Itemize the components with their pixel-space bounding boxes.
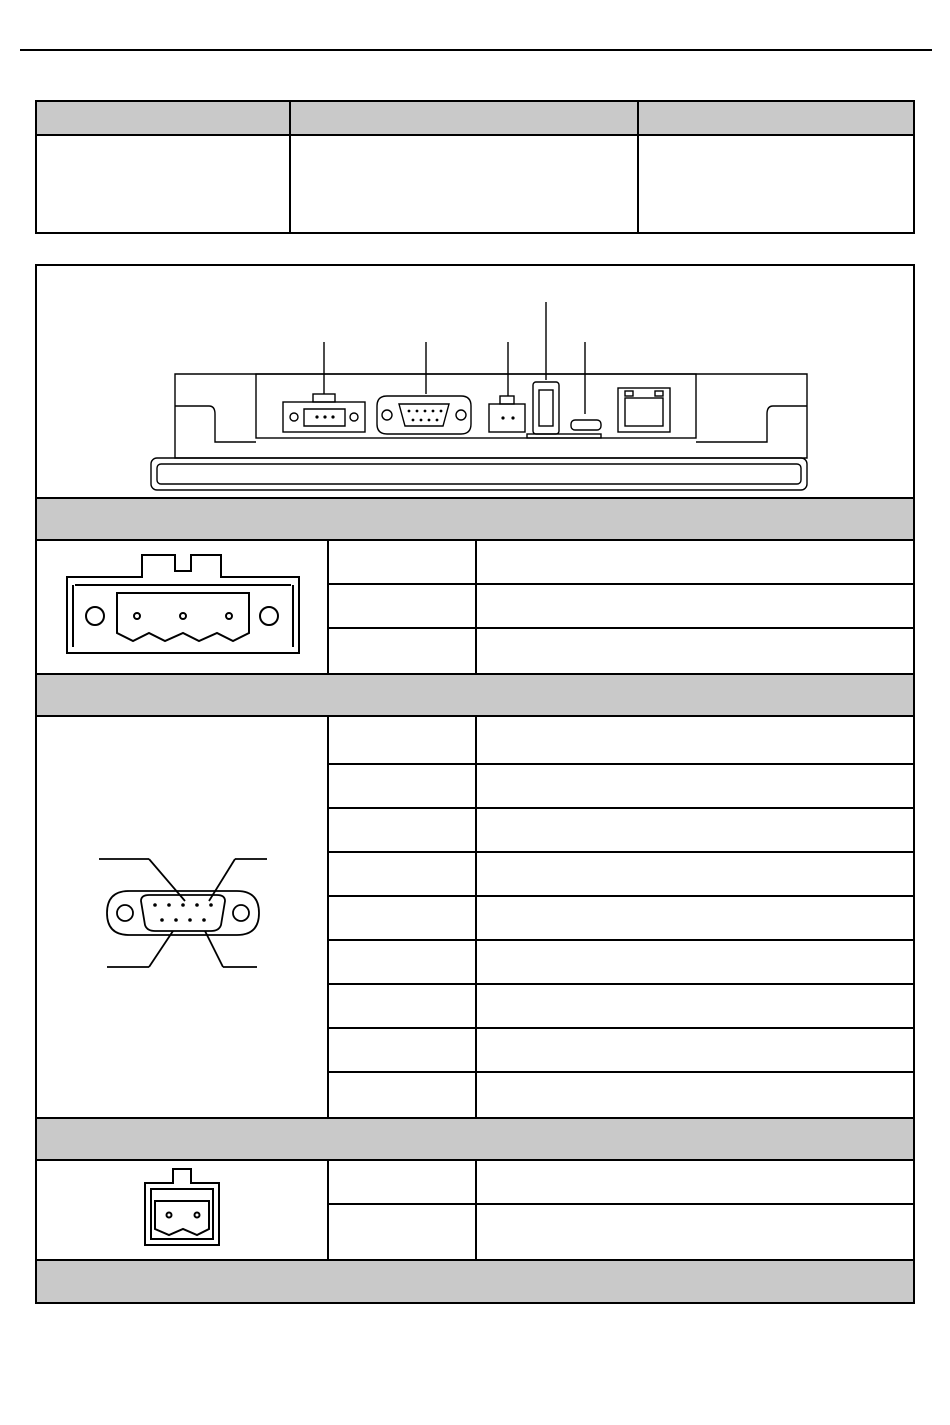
section-title-text	[37, 1119, 913, 1131]
table-row	[329, 941, 913, 985]
pin-description	[477, 941, 913, 983]
section-title-text	[37, 499, 913, 511]
pin-description	[477, 1029, 913, 1071]
device-bottom-view-drawing	[37, 266, 913, 498]
interface-table	[35, 264, 915, 1304]
spec-table	[35, 100, 915, 234]
table-row	[329, 1161, 913, 1205]
pin-description	[477, 1205, 913, 1259]
section-title-serial	[37, 673, 913, 717]
pin-label	[329, 853, 477, 895]
pin-label	[329, 1205, 477, 1259]
pin-description	[477, 897, 913, 939]
pin-description	[477, 717, 913, 763]
pin-description	[477, 1073, 913, 1117]
spec-cell	[290, 135, 638, 233]
table-row	[329, 853, 913, 897]
spec-header-cell	[638, 101, 914, 135]
pin-description	[477, 853, 913, 895]
pin-label	[329, 1161, 477, 1203]
pin-label	[329, 765, 477, 807]
pin-description	[477, 541, 913, 583]
pin-description	[477, 985, 913, 1027]
section-title-last	[37, 1259, 913, 1302]
pin-label	[329, 985, 477, 1027]
table-row	[329, 809, 913, 853]
section-title-text	[37, 675, 913, 687]
pin-label	[329, 941, 477, 983]
section-title-text	[37, 1261, 913, 1273]
device-figure	[37, 266, 913, 498]
table-row	[329, 717, 913, 765]
pin-description	[477, 585, 913, 627]
pin-label	[329, 541, 477, 583]
table-row	[329, 629, 913, 673]
spec-header-cell	[290, 101, 638, 135]
table-row	[329, 897, 913, 941]
pin-description	[477, 765, 913, 807]
pin-label	[329, 585, 477, 627]
spec-cell	[638, 135, 914, 233]
table-row	[329, 1205, 913, 1259]
pin-description	[477, 629, 913, 673]
spec-table-header-row	[36, 101, 914, 135]
spec-cell	[36, 135, 290, 233]
section-title-power	[37, 497, 913, 541]
pin-label	[329, 717, 477, 763]
two-pin-rows	[37, 1161, 913, 1259]
serial-pin-rows	[37, 717, 913, 1117]
header-rule	[20, 49, 932, 51]
pin-description	[477, 809, 913, 851]
pin-label	[329, 897, 477, 939]
pin-description	[477, 1161, 913, 1203]
table-row	[329, 541, 913, 585]
section-title-two-pin	[37, 1117, 913, 1161]
table-row	[329, 985, 913, 1029]
pin-label	[329, 809, 477, 851]
pin-label	[329, 1029, 477, 1071]
spec-header-cell	[36, 101, 290, 135]
pin-label	[329, 629, 477, 673]
table-row	[329, 765, 913, 809]
power-pin-rows	[37, 541, 913, 673]
table-row	[329, 1029, 913, 1073]
table-row	[329, 1073, 913, 1117]
spec-table-row	[36, 135, 914, 233]
pin-label	[329, 1073, 477, 1117]
table-row	[329, 585, 913, 629]
